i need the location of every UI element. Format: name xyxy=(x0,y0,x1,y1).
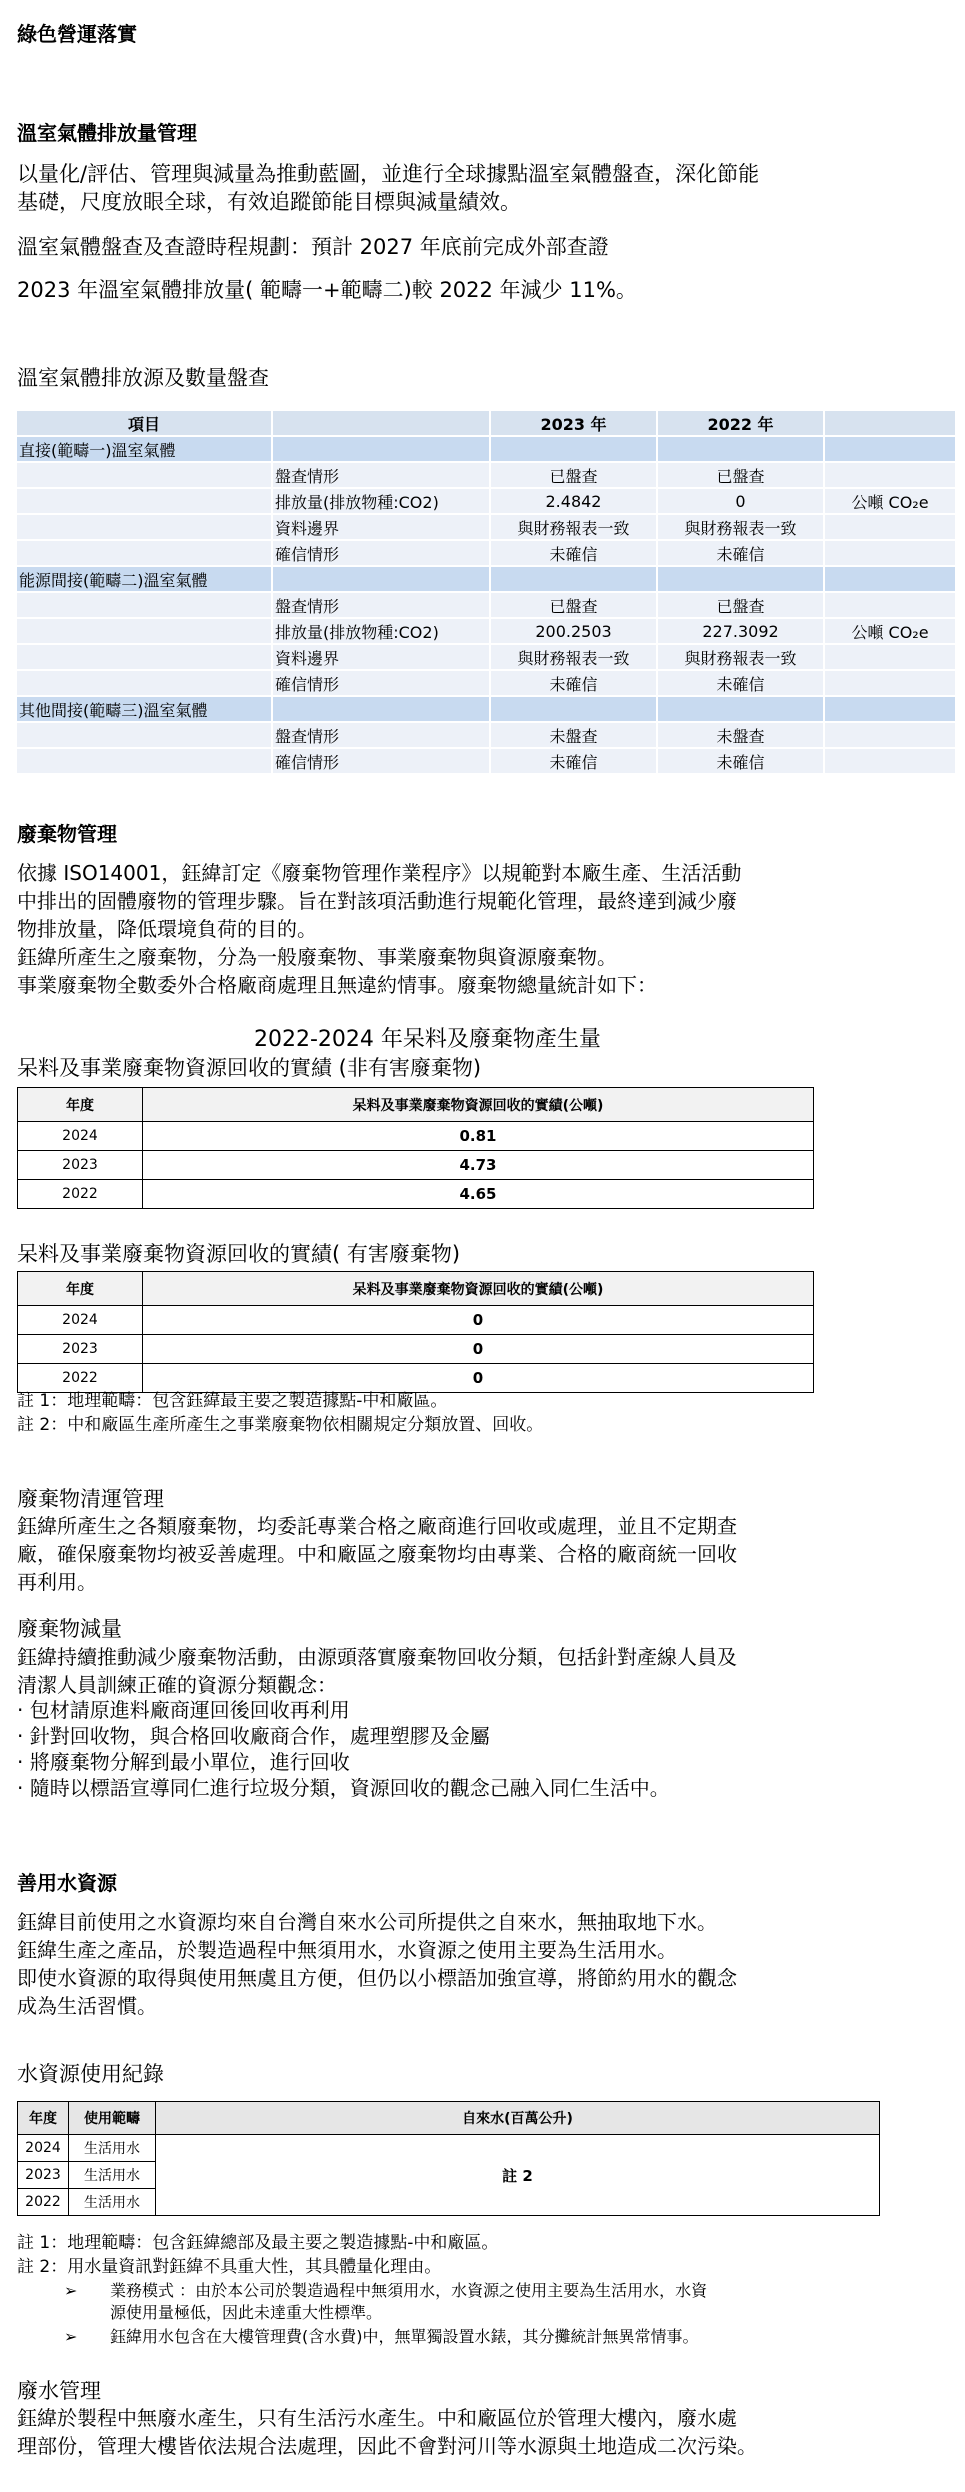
waste-heading: 廢棄物管理 xyxy=(17,822,117,846)
waste-paragraph xyxy=(17,859,741,999)
waste-cell-year: 2023 xyxy=(18,1335,143,1364)
table-row xyxy=(18,1306,814,1335)
ghg-cell-blank xyxy=(17,722,272,748)
water-subnote-1-line2: 源使用量極低，因此未達重大性標準。 xyxy=(110,2303,383,2322)
waste-reduction-paragraph xyxy=(17,1643,737,1699)
water-subnote-2-text: 鈺緯用水包含在大樓管理費(含水費)中，無單獨設置水錶，其分攤統計無異常情事。 xyxy=(110,2327,699,2346)
water-merged-value: 註 2 xyxy=(156,2135,880,2216)
ghg-table xyxy=(17,411,955,775)
ghg-cell-blank xyxy=(17,540,272,566)
ghg-cell-2022: 未確信 xyxy=(657,670,824,696)
ghg-cell-2023: 未確信 xyxy=(490,748,657,774)
waste-clearance-paragraph xyxy=(17,1512,737,1596)
bullet-dot-icon: ‧ xyxy=(17,1750,30,1774)
waste-chart-title: 2022-2024 年呆料及廢棄物產生量 xyxy=(254,1027,601,1052)
ghg-header-2022: 2022 年 xyxy=(657,411,824,436)
water-header-value: 自來水(百萬公升) xyxy=(156,2102,880,2135)
ghg-cell-unit xyxy=(824,670,955,696)
table-row xyxy=(17,748,955,774)
waste-table-header-value: 呆料及事業廢棄物資源回收的實績(公噸) xyxy=(143,1272,814,1306)
waste-para-line: 事業廢棄物全數委外合格廠商處理且無違約情事。廢棄物總量統計如下： xyxy=(17,973,657,997)
table-row xyxy=(17,462,955,488)
waste-cell-value: 0 xyxy=(143,1335,814,1364)
ghg-cell-metric: 排放量(排放物種:CO2) xyxy=(272,618,490,644)
ghg-cell-metric: 確信情形 xyxy=(272,670,490,696)
ghg-cell-metric: 資料邊界 xyxy=(272,644,490,670)
list-item xyxy=(17,1697,670,1723)
page-title: 綠色營運落實 xyxy=(17,22,137,46)
ghg-cell-2023: 200.2503 xyxy=(490,618,657,644)
water-paragraph xyxy=(17,1908,737,2020)
table-row xyxy=(18,2135,880,2162)
ghg-category-scope2 xyxy=(17,566,955,592)
waste-table-header-year: 年度 xyxy=(18,1272,143,1306)
waste-cell-year: 2023 xyxy=(18,1151,143,1180)
water-cell-scope: 生活用水 xyxy=(69,2162,156,2189)
ghg-cell-blank xyxy=(17,462,272,488)
ghg-cell-2022: 已盤查 xyxy=(657,592,824,618)
table-row xyxy=(18,1335,814,1364)
waste-para-line: 鈺緯所產生之廢棄物，分為一般廢棄物、事業廢棄物與資源廢棄物。 xyxy=(17,945,617,969)
waste-note-2: 註 2：中和廠區生產所產生之事業廢棄物依相關規定分類放置、回收。 xyxy=(17,1415,544,1435)
wastewater-heading: 廢水管理 xyxy=(17,2379,101,2403)
arrow-bullet-icon: ➢ xyxy=(64,2281,78,2300)
ghg-cell-2022: 227.3092 xyxy=(657,618,824,644)
table-row xyxy=(18,1151,814,1180)
ghg-cell-unit xyxy=(824,748,955,774)
waste-cell-year: 2022 xyxy=(18,1180,143,1209)
water-para-line: 成為生活習慣。 xyxy=(17,1994,157,2018)
ghg-cell-unit xyxy=(824,462,955,488)
ghg-cell-unit xyxy=(824,514,955,540)
ghg-para-line1: 以量化/評估、管理與減量為推動藍圖，並進行全球據點溫室氣體盤查，深化節能 xyxy=(17,162,760,186)
waste-cell-value: 0 xyxy=(143,1306,814,1335)
waste-reduction-bullets xyxy=(17,1697,670,1801)
waste-table-header-year: 年度 xyxy=(18,1088,143,1122)
ghg-header-2023: 2023 年 xyxy=(490,411,657,436)
water-subnote-1 xyxy=(64,2280,77,2302)
ghg-cell-2023: 未確信 xyxy=(490,540,657,566)
bullet-dot-icon: ‧ xyxy=(17,1698,30,1722)
ghg-cell-2023: 已盤查 xyxy=(490,592,657,618)
waste-reduction-heading: 廢棄物減量 xyxy=(17,1617,122,1641)
water-header-scope: 使用範疇 xyxy=(69,2102,156,2135)
water-note-1: 註 1：地理範疇：包含鈺緯總部及最主要之製造據點-中和廠區。 xyxy=(17,2233,499,2253)
waste-table2-title: 呆料及事業廢棄物資源回收的實績( 有害廢棄物) xyxy=(17,1242,461,1266)
ghg-cell-blank xyxy=(17,748,272,774)
ghg-table-title: 溫室氣體排放源及數量盤查 xyxy=(17,366,269,390)
ghg-category-scope1 xyxy=(17,436,955,462)
water-cell-scope: 生活用水 xyxy=(69,2135,156,2162)
ghg-reduction-text: 2023 年溫室氣體排放量( 範疇一+範疇二)較 2022 年減少 11%。 xyxy=(17,278,637,302)
table-row xyxy=(17,722,955,748)
list-item-text: 隨時以標語宣導同仁進行垃圾分類，資源回收的觀念己融入同仁生活中。 xyxy=(29,1776,670,1800)
waste-para-line: 物排放量，降低環境負荷的目的。 xyxy=(17,917,317,941)
waste-reduction-line: 鈺緯持續推動減少廢棄物活動，由源頭落實廢棄物回收分類，包括針對產線人員及 xyxy=(17,1645,737,1669)
table-row xyxy=(18,1122,814,1151)
table-row xyxy=(17,670,955,696)
bullet-dot-icon: ‧ xyxy=(17,1724,30,1748)
ghg-cell-2023: 2.4842 xyxy=(490,488,657,514)
ghg-category-label: 其他間接(範疇三)溫室氣體 xyxy=(17,696,272,722)
waste-cell-value: 0.81 xyxy=(143,1122,814,1151)
water-table-title: 水資源使用紀錄 xyxy=(17,2062,164,2086)
ghg-header-blank xyxy=(272,411,490,436)
waste-cell-value: 4.65 xyxy=(143,1180,814,1209)
ghg-cell-blank xyxy=(17,514,272,540)
table-row xyxy=(18,1364,814,1393)
waste-clearance-line: 廠，確保廢棄物均被妥善處理。中和廠區之廢棄物均由專業、合格的廠商統一回收 xyxy=(17,1542,737,1566)
ghg-cell-unit xyxy=(824,540,955,566)
table-row xyxy=(17,540,955,566)
waste-cell-value: 4.73 xyxy=(143,1151,814,1180)
water-para-line: 即使水資源的取得與使用無虞且方便，但仍以小標語加強宣導，將節約用水的觀念 xyxy=(17,1966,737,1990)
waste-table-hazardous xyxy=(17,1271,814,1393)
ghg-cell-unit: 公噸 CO₂e xyxy=(824,488,955,514)
ghg-category-label: 直接(範疇一)溫室氣體 xyxy=(17,436,272,462)
ghg-cell-blank xyxy=(17,644,272,670)
water-para-line: 鈺緯目前使用之水資源均來自台灣自來水公司所提供之自來水，無抽取地下水。 xyxy=(17,1910,717,1934)
waste-cell-year: 2022 xyxy=(18,1364,143,1393)
ghg-header-unit xyxy=(824,411,955,436)
table-row xyxy=(17,514,955,540)
list-item-text: 包材請原進料廠商運回後回收再利用 xyxy=(29,1698,350,1722)
ghg-cell-2022: 未盤查 xyxy=(657,722,824,748)
ghg-heading: 溫室氣體排放量管理 xyxy=(17,121,197,145)
table-row xyxy=(17,488,955,514)
waste-table1-title: 呆料及事業廢棄物資源回收的實績 (非有害廢棄物) xyxy=(17,1056,482,1080)
ghg-cell-blank xyxy=(17,670,272,696)
bullet-dot-icon: ‧ xyxy=(17,1776,30,1800)
list-item-text: 將廢棄物分解到最小單位，進行回收 xyxy=(29,1750,350,1774)
table-row xyxy=(17,644,955,670)
ghg-schedule-text: 溫室氣體盤查及查證時程規劃：預計 2027 年底前完成外部查證 xyxy=(17,235,609,259)
ghg-para-line2: 基礎，尺度放眼全球，有效追蹤節能目標與減量績效。 xyxy=(17,190,521,214)
water-heading: 善用水資源 xyxy=(17,1871,117,1895)
water-header-year: 年度 xyxy=(18,2102,69,2135)
water-cell-year: 2024 xyxy=(18,2135,69,2162)
waste-table-header-value: 呆料及事業廢棄物資源回收的實績(公噸) xyxy=(143,1088,814,1122)
ghg-cell-unit xyxy=(824,722,955,748)
list-item xyxy=(17,1723,670,1749)
list-item xyxy=(17,1749,670,1775)
ghg-cell-2023: 與財務報表一致 xyxy=(490,514,657,540)
ghg-cell-metric: 盤查情形 xyxy=(272,722,490,748)
waste-clearance-line: 再利用。 xyxy=(17,1570,97,1594)
ghg-cell-2022: 未確信 xyxy=(657,540,824,566)
water-subnote-2 xyxy=(64,2326,77,2348)
water-usage-table xyxy=(17,2101,880,2216)
ghg-cell-2022: 已盤查 xyxy=(657,462,824,488)
arrow-bullet-icon: ➢ xyxy=(64,2327,78,2346)
ghg-cell-metric: 確信情形 xyxy=(272,748,490,774)
ghg-cell-blank xyxy=(17,488,272,514)
ghg-cell-unit xyxy=(824,644,955,670)
ghg-cell-2022: 與財務報表一致 xyxy=(657,644,824,670)
ghg-cell-blank xyxy=(17,618,272,644)
waste-para-line: 中排出的固體廢物的管理步驟。旨在對該項活動進行規範化管理，最終達到減少廢 xyxy=(17,889,737,913)
wastewater-line: 鈺緯於製程中無廢水產生，只有生活污水產生。中和廠區位於管理大樓內，廢水處 xyxy=(17,2406,737,2430)
waste-clearance-line: 鈺緯所產生之各類廢棄物，均委託專業合格之廠商進行回收或處理，並且不定期查 xyxy=(17,1514,737,1538)
water-cell-year: 2022 xyxy=(18,2189,69,2216)
ghg-cell-unit: 公噸 CO₂e xyxy=(824,618,955,644)
waste-cell-year: 2024 xyxy=(18,1122,143,1151)
ghg-category-scope3 xyxy=(17,696,955,722)
table-row xyxy=(17,618,955,644)
water-cell-scope: 生活用水 xyxy=(69,2189,156,2216)
ghg-cell-2022: 0 xyxy=(657,488,824,514)
ghg-category-label: 能源間接(範疇二)溫室氣體 xyxy=(17,566,272,592)
ghg-cell-2023: 未盤查 xyxy=(490,722,657,748)
ghg-cell-2023: 與財務報表一致 xyxy=(490,644,657,670)
water-note-2: 註 2：用水量資訊對鈺緯不具重大性，其具體量化理由。 xyxy=(17,2257,442,2277)
ghg-table-header xyxy=(17,411,955,436)
ghg-header-item: 項目 xyxy=(17,411,272,436)
ghg-cell-metric: 盤查情形 xyxy=(272,462,490,488)
wastewater-paragraph xyxy=(17,2404,757,2460)
ghg-cell-metric: 盤查情形 xyxy=(272,592,490,618)
ghg-cell-unit xyxy=(824,592,955,618)
ghg-cell-2022: 未確信 xyxy=(657,748,824,774)
water-cell-year: 2023 xyxy=(18,2162,69,2189)
table-row xyxy=(18,1180,814,1209)
ghg-cell-2022: 與財務報表一致 xyxy=(657,514,824,540)
ghg-cell-2023: 未確信 xyxy=(490,670,657,696)
waste-para-line: 依據 ISO14001，鈺緯訂定《廢棄物管理作業程序》以規範對本廠生產、生活活動 xyxy=(17,861,742,885)
water-subnote-1-line1: 業務模式 ：由於本公司於製造過程中無須用水，水資源之使用主要為生活用水，水資 xyxy=(110,2281,708,2300)
list-item xyxy=(17,1775,670,1801)
table-row xyxy=(17,592,955,618)
ghg-cell-metric: 排放量(排放物種:CO2) xyxy=(272,488,490,514)
waste-note-1: 註 1：地理範疇：包含鈺緯最主要之製造據點-中和廠區。 xyxy=(17,1391,448,1411)
ghg-cell-blank xyxy=(17,592,272,618)
waste-cell-value: 0 xyxy=(143,1364,814,1393)
wastewater-line: 理部份，管理大樓皆依法規合法處理，因此不會對河川等水源與土地造成二次污染。 xyxy=(17,2434,757,2458)
waste-cell-year: 2024 xyxy=(18,1306,143,1335)
waste-clearance-heading: 廢棄物清運管理 xyxy=(17,1487,164,1511)
ghg-cell-metric: 確信情形 xyxy=(272,540,490,566)
waste-table-nonhazardous xyxy=(17,1087,814,1209)
ghg-cell-2023: 已盤查 xyxy=(490,462,657,488)
waste-reduction-line: 清潔人員訓練正確的資源分類觀念： xyxy=(17,1673,337,1697)
water-para-line: 鈺緯生產之產品，於製造過程中無須用水，水資源之使用主要為生活用水。 xyxy=(17,1938,677,1962)
ghg-cell-metric: 資料邊界 xyxy=(272,514,490,540)
list-item-text: 針對回收物，與合格回收廠商合作，處理塑膠及金屬 xyxy=(29,1724,490,1748)
